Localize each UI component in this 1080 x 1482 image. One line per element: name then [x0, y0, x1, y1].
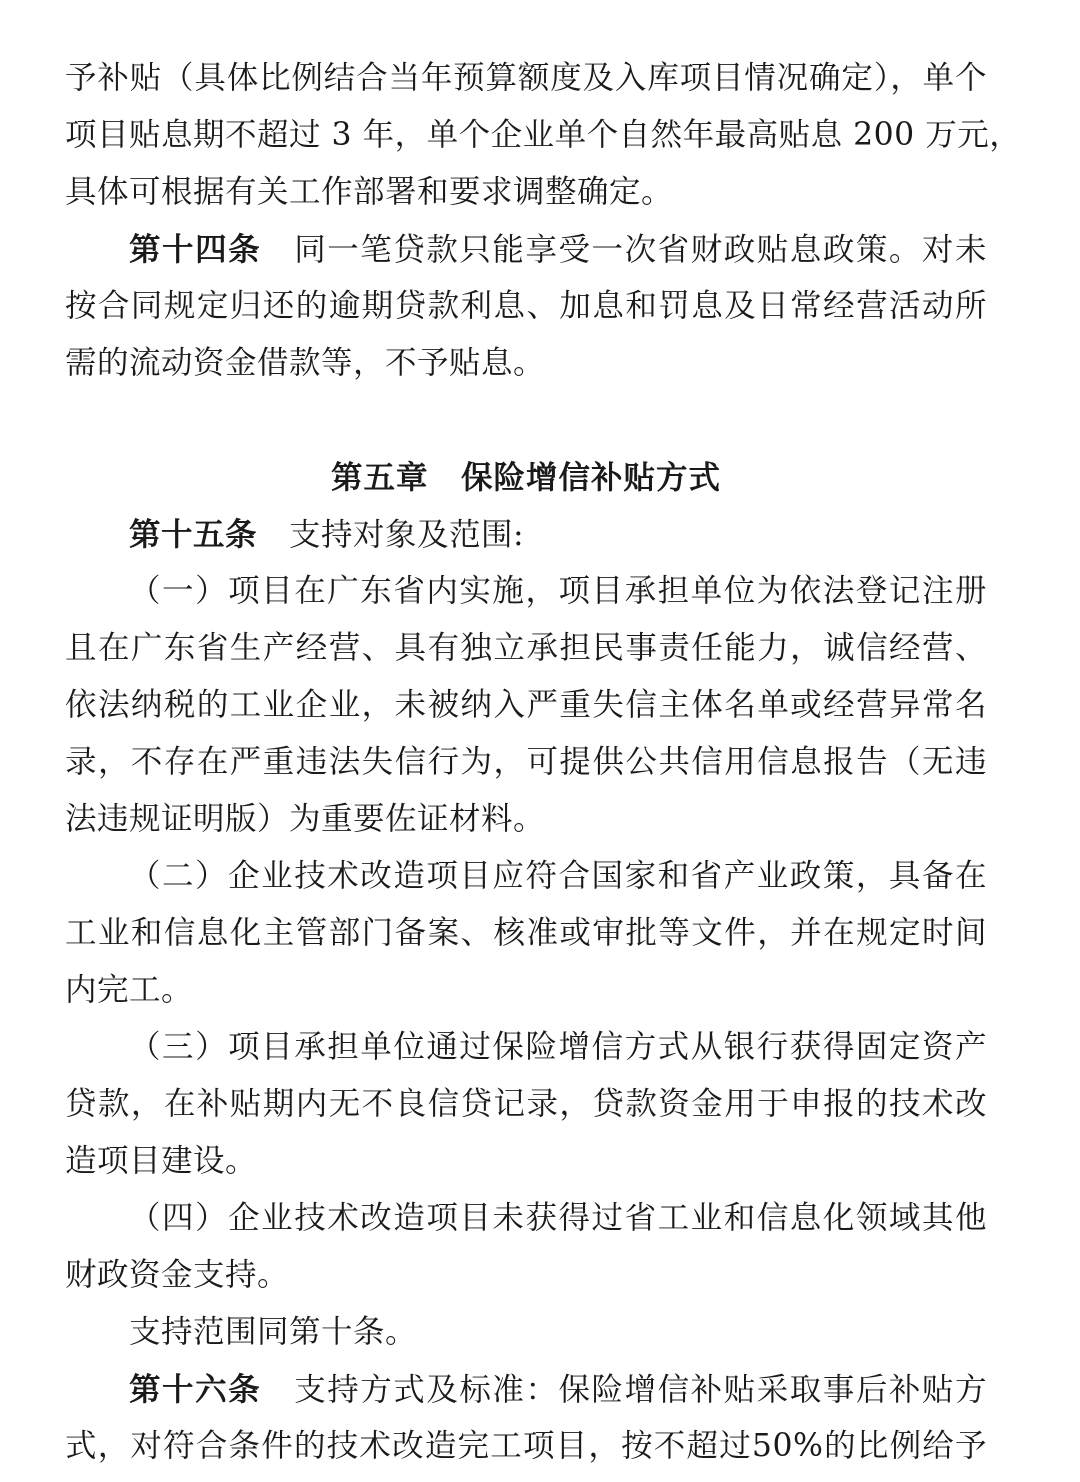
line-text: （四）企业技术改造项目未获得过省工业和信息化领域其他 — [129, 1200, 987, 1236]
text-line — [65, 962, 987, 1019]
text-line — [65, 107, 1022, 164]
line-text: （三）项目承担单位通过保险增信方式从银行获得固定资产 — [129, 1029, 987, 1065]
article-number: 第十五条 — [129, 516, 258, 553]
line-text: 支持方式及标准：保险增信补贴采取事后补贴方 — [261, 1372, 987, 1408]
text-line — [65, 1418, 987, 1475]
text-line — [65, 164, 987, 221]
text-line — [65, 221, 987, 278]
line-text: 财政资金支持。 — [65, 1257, 290, 1293]
text-line — [65, 50, 987, 107]
line-text: 同一笔贷款只能享受一次省财政贴息政策。对未 — [261, 232, 987, 268]
text-line — [65, 848, 987, 905]
text-line — [65, 1190, 987, 1247]
line-text: 第五章 保险增信补贴方式 — [330, 459, 721, 496]
text-line — [65, 905, 987, 962]
line-text: 工业和信息化主管部门备案、核准或审批等文件，并在规定时间 — [65, 915, 987, 951]
line-text: （二）企业技术改造项目应符合国家和省产业政策，具备在 — [129, 858, 987, 894]
line-text: 且在广东省生产经营、具有独立承担民事责任能力，诚信经营、 — [65, 630, 987, 666]
line-text: 支持范围同第十条。 — [129, 1314, 418, 1350]
line-text: 按合同规定归还的逾期贷款利息、加息和罚息及日常经营活动所 — [65, 288, 987, 324]
text-line — [65, 563, 987, 620]
line-text: 具体可根据有关工作部署和要求调整确定。 — [65, 174, 674, 210]
line-text: 贷款，在补贴期内无不良信贷记录，贷款资金用于申报的技术改 — [65, 1086, 987, 1122]
line-text: （一）项目在广东省内实施，项目承担单位为依法登记注册 — [129, 573, 987, 609]
text-line — [65, 734, 987, 791]
text-line — [65, 1361, 987, 1418]
text-line — [65, 506, 987, 563]
article-number: 第十四条 — [129, 231, 262, 268]
text-line — [65, 1247, 987, 1304]
text-line — [65, 1019, 987, 1076]
text-line — [65, 620, 987, 677]
text-line — [65, 335, 987, 392]
chapter-heading — [65, 449, 987, 506]
text-line — [65, 1133, 987, 1190]
line-text: 式，对符合条件的技术改造完工项目，按不超过50%的比例给予 — [65, 1428, 987, 1464]
line-text: 法违规证明版）为重要佐证材料。 — [65, 801, 546, 837]
text-line — [65, 278, 987, 335]
line-text: 需的流动资金借款等，不予贴息。 — [65, 345, 546, 381]
line-text: 造项目建设。 — [65, 1143, 258, 1179]
text-line — [65, 791, 987, 848]
line-text: 予补贴（具体比例结合当年预算额度及入库项目情况确定），单个 — [65, 60, 987, 96]
document-body — [65, 50, 1022, 1475]
line-text: 依法纳税的工业企业，未被纳入严重失信主体名单或经营异常名 — [65, 687, 987, 723]
text-line — [65, 677, 987, 734]
line-text: 内完工。 — [65, 972, 194, 1008]
text-line — [65, 1076, 987, 1133]
blank-line — [65, 392, 987, 449]
text-line — [65, 1304, 987, 1361]
line-text: 支持对象及范围: — [257, 517, 525, 553]
line-text: 录，不存在严重违法失信行为，可提供公共信用信息报告（无违 — [65, 744, 987, 780]
line-text: 项目贴息期不超过 3 年，单个企业单个自然年最高贴息 200 万元， — [65, 117, 1022, 153]
article-number: 第十六条 — [129, 1371, 262, 1408]
